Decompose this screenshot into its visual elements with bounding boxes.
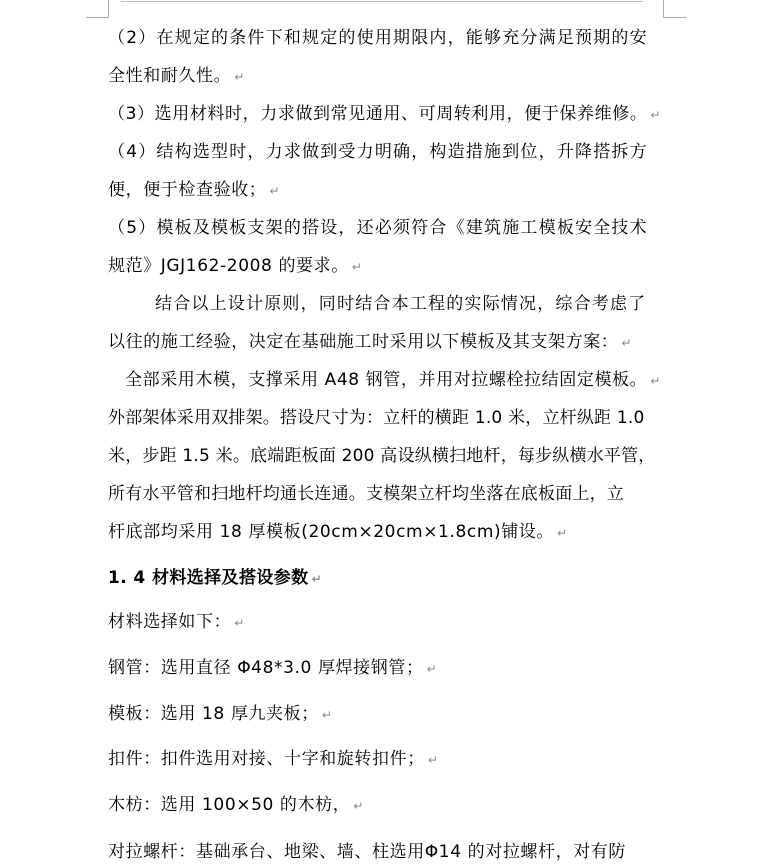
paragraph-line[interactable]: 材料选择如下： ↵ bbox=[108, 612, 245, 632]
paragraph-line[interactable]: （3）选用材料时，力求做到常见通用、可周转利用，便于保养维修。 ↵ bbox=[108, 104, 661, 124]
paragraph-mark-icon: ↵ bbox=[650, 108, 661, 122]
paragraph-line[interactable]: （4）结构选型时，力求做到受力明确，构造措施到位，升降搭拆方 bbox=[108, 142, 648, 162]
paragraph-line[interactable]: 木枋：选用 100×50 的木枋， ↵ bbox=[108, 795, 364, 815]
paragraph-line[interactable]: 所有水平管和扫地杆均通长连通。支模架立杆均坐落在底板面上，立 bbox=[108, 484, 624, 504]
paragraph-line[interactable]: （2）在规定的条件下和规定的使用期限内，能够充分满足预期的安 bbox=[108, 28, 648, 48]
paragraph-mark-icon: ↵ bbox=[234, 70, 245, 84]
section-heading[interactable]: 1. 4 材料选择及搭设参数 ↵ bbox=[108, 568, 322, 588]
paragraph-line[interactable]: 对拉螺杆：基础承台、地梁、墙、柱选用Φ14 的对拉螺杆，对有防 bbox=[108, 842, 627, 862]
paragraph-line[interactable]: 全部采用木模，支撑采用 A48 钢管，并用对拉螺栓拉结固定模板。 ↵ bbox=[125, 370, 661, 390]
paragraph-line[interactable]: 模板：选用 18 厚九夹板； ↵ bbox=[108, 704, 332, 724]
paragraph-mark-icon: ↵ bbox=[234, 616, 245, 630]
paragraph-line[interactable]: （5）模板及模板支架的搭设，还必须符合《建筑施工模板安全技术 bbox=[108, 218, 648, 238]
paragraph-line[interactable]: 全性和耐久性。 ↵ bbox=[108, 66, 245, 86]
paragraph-mark-icon: ↵ bbox=[351, 260, 362, 274]
paragraph-mark-icon: ↵ bbox=[426, 662, 437, 676]
paragraph-line[interactable]: 结合以上设计原则，同时结合本工程的实际情况，综合考虑了 bbox=[155, 294, 647, 314]
paragraph-line[interactable]: 杆底部均采用 18 厚模板(20cm×20cm×1.8cm)铺设。 ↵ bbox=[108, 522, 568, 542]
paragraph-line[interactable]: 便，便于检查验收； ↵ bbox=[108, 180, 280, 200]
paragraph-mark-icon: ↵ bbox=[321, 708, 332, 722]
paragraph-line[interactable]: 扣件：扣件选用对接、十字和旋转扣件； ↵ bbox=[108, 749, 438, 769]
paragraph-line[interactable]: 外部架体采用双排架。搭设尺寸为：立杆的横距 1.0 米，立杆纵距 1.0 bbox=[108, 408, 645, 428]
paragraph-mark-icon: ↵ bbox=[557, 526, 568, 540]
paragraph-line[interactable]: 米，步距 1.5 米。底端距板面 200 高设纵横扫地杆，每步纵横水平管， bbox=[108, 446, 656, 466]
paragraph-mark-icon: ↵ bbox=[311, 572, 322, 586]
page-corner-mark-right bbox=[663, 0, 686, 18]
page-corner-mark-left bbox=[86, 0, 109, 18]
paragraph-line[interactable]: 规范》JGJ162-2008 的要求。 ↵ bbox=[108, 256, 362, 276]
paragraph-mark-icon: ↵ bbox=[621, 336, 632, 350]
paragraph-line[interactable]: 钢管：选用直径 Φ48*3.0 厚焊接钢管； ↵ bbox=[108, 658, 437, 678]
paragraph-mark-icon: ↵ bbox=[353, 799, 364, 813]
page-top-rule bbox=[121, 1, 643, 2]
paragraph-mark-icon: ↵ bbox=[269, 184, 280, 198]
paragraph-line[interactable]: 以往的施工经验，决定在基础施工时采用以下模板及其支架方案： ↵ bbox=[108, 332, 632, 352]
paragraph-mark-icon: ↵ bbox=[650, 374, 661, 388]
paragraph-mark-icon: ↵ bbox=[427, 753, 438, 767]
